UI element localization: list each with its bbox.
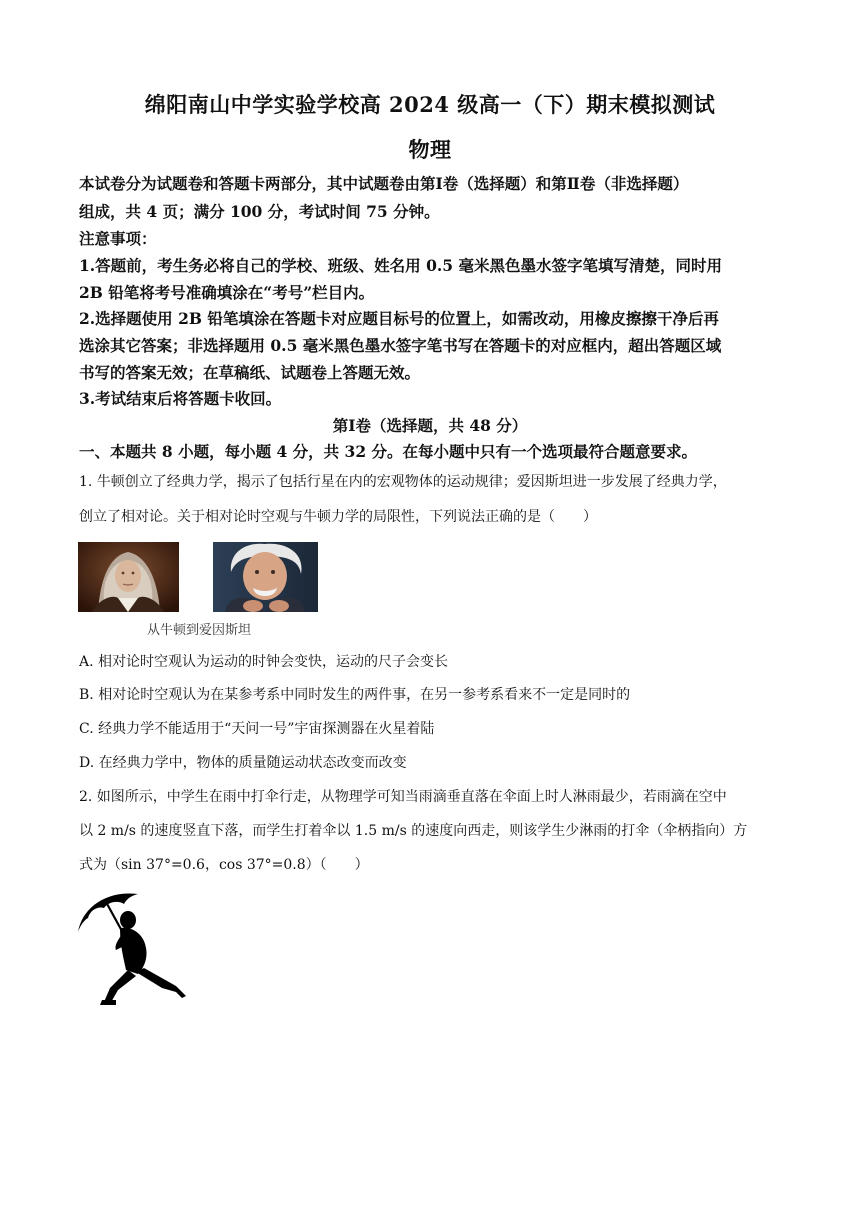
q1-option-c: C. 经典力学不能适用于“天问一号”宇宙探测器在火星着陆	[79, 721, 435, 737]
q1-option-a: A. 相对论时空观认为运动的时钟会变快，运动的尺子会变长	[79, 654, 449, 670]
note-2-line-2: 选涂其它答案；非选择题用 0.5 毫米黑色墨水签字笔书写在答题卡的对应框内，超出答题区域	[79, 336, 722, 355]
section-1-title: 第Ⅰ卷（选择题，共 48 分）	[332, 416, 528, 435]
q2-stem-line-3: 式为（sin 37°=0.6，cos 37°=0.8）（ ）	[79, 857, 369, 873]
einstein-portrait	[213, 542, 318, 612]
note-1-line-1: 1.答题前，考生务必将自己的学校、班级、姓名用 0.5 毫米黑色墨水签字笔填写清楚，同时用	[79, 256, 722, 275]
q1-stem-line-2: 创立了相对论。关于相对论时空观与牛顿力学的局限性，下列说法正确的是（ ）	[79, 509, 597, 525]
note-2-line-1: 2.选择题使用 2B 铅笔填涂在答题卡对应题目标号的位置上，如需改动，用橡皮擦擦干净后再	[79, 309, 719, 328]
subject-title: 物理	[408, 137, 452, 162]
exam-title: 绵阳南山中学实验学校高 2024 级高一（下）期末模拟测试	[144, 92, 716, 117]
part-1-heading: 一、本题共 8 小题，每小题 4 分，共 32 分。在每小题中只有一个选项最符合题意要求。	[79, 442, 698, 461]
q2-stem-line-1: 2. 如图所示，中学生在雨中打伞行走，从物理学可知当雨滴垂直落在伞面上时人淋雨最少，若雨滴在空中	[79, 789, 727, 805]
image-caption: 从牛顿到爱因斯坦	[146, 623, 251, 638]
q2-stem-line-2: 以 2 m/s 的速度竖直下落，而学生打着伞以 1.5 m/s 的速度向西走，则该学生少淋雨的打伞（伞柄指向）方	[79, 823, 748, 839]
note-1-line-2: 2B 铅笔将考号准确填涂在“考号”栏目内。	[79, 283, 375, 302]
intro-line-1: 本试卷分为试题卷和答题卡两部分，其中试题卷由第Ⅰ卷（选择题）和第Ⅱ卷（非选择题）	[79, 174, 689, 193]
note-3: 3.考试结束后将答题卡收回。	[79, 389, 282, 408]
q1-option-d: D. 在经典力学中，物体的质量随运动状态改变而改变	[79, 755, 407, 771]
student-umbrella-figure	[76, 888, 188, 1006]
q1-stem-line-1: 1. 牛顿创立了经典力学，揭示了包括行星在内的宏观物体的运动规律；爱因斯坦进一步发展了经典力学，	[79, 474, 727, 490]
notes-heading: 注意事项：	[79, 229, 157, 248]
q1-option-b: B. 相对论时空观认为在某参考系中同时发生的两件事，在另一参考系看来不一定是同时的	[79, 687, 631, 703]
intro-line-2: 组成，共 4 页；满分 100 分，考试时间 75 分钟。	[79, 202, 440, 221]
note-2-line-3: 书写的答案无效；在草稿纸、试题卷上答题无效。	[79, 363, 421, 382]
newton-portrait	[78, 542, 179, 612]
